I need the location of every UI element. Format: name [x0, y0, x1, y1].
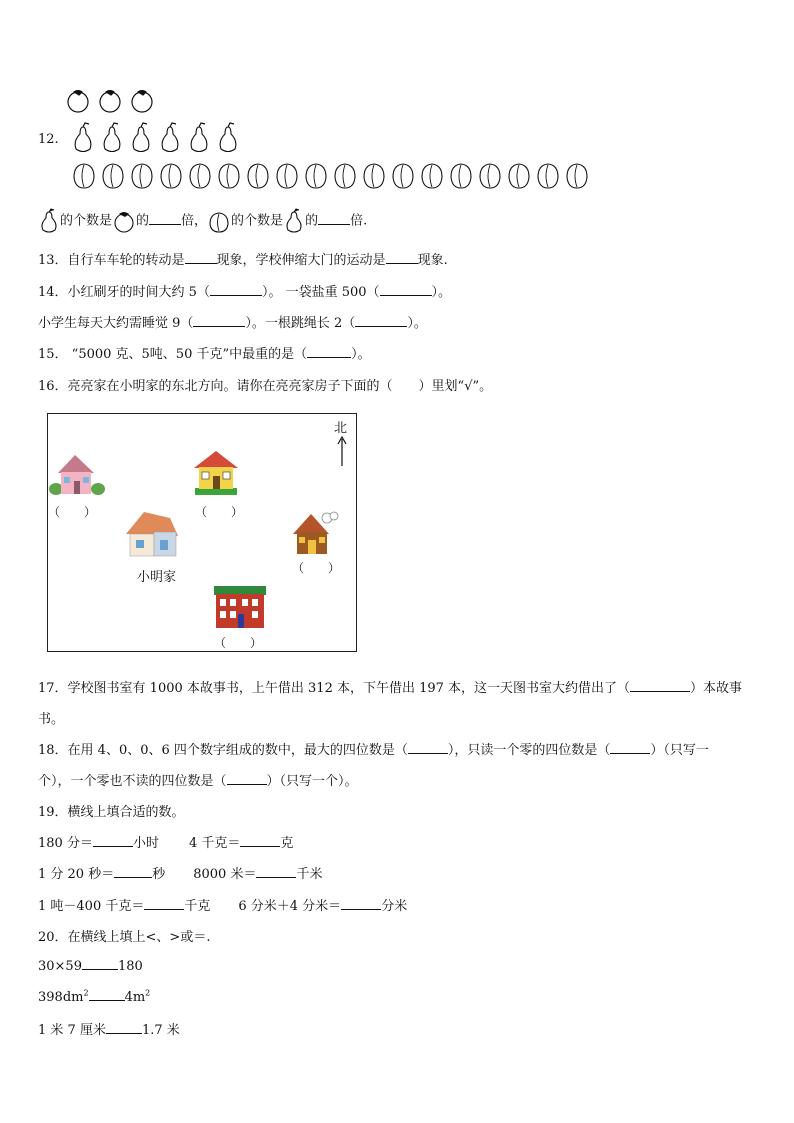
answer-blank[interactable]	[408, 741, 448, 754]
answer-blank[interactable]	[149, 212, 181, 225]
q12-pears-row	[70, 120, 250, 154]
q19-text: 千克	[184, 899, 211, 914]
q19-text: 8000 米＝	[193, 867, 257, 882]
answer-blank[interactable]	[114, 865, 152, 878]
q20-row-c	[38, 1019, 180, 1038]
answer-paren[interactable]: （ ）	[195, 505, 244, 519]
answer-blank[interactable]	[341, 897, 381, 910]
pear-icon	[38, 208, 60, 234]
answer-paren[interactable]: （ ）	[214, 636, 263, 650]
peach-icon	[207, 208, 231, 234]
q19-text: 小时	[132, 836, 159, 851]
xiaoming-label: 小明家	[137, 570, 177, 585]
peach-icon	[277, 164, 297, 188]
q20-left: 30×59	[38, 959, 82, 974]
answer-blank[interactable]	[89, 988, 125, 1001]
pear-icon	[283, 208, 305, 234]
q19-row3	[38, 895, 407, 914]
q18-text-2b: ）（只写一个）。	[266, 774, 358, 789]
q12-peaches-row	[70, 158, 600, 192]
q20-right: 1.7 米	[141, 1023, 180, 1038]
q18-text-1c: ）（只写一	[650, 743, 709, 758]
peach-icon	[335, 164, 355, 188]
q14-text-1b: ）。 一袋盐重 500（	[261, 285, 380, 300]
peach-icon	[567, 164, 587, 188]
q12-text-3: 倍，	[181, 213, 208, 229]
pink-house-icon	[48, 451, 106, 497]
q19-text: 6 分米＋4 分米＝	[238, 899, 342, 914]
q19-text: 1 分 20 秒＝	[38, 867, 115, 882]
apple-icons	[66, 88, 156, 114]
q12-text-2: 的	[136, 213, 150, 229]
answer-blank[interactable]	[630, 679, 690, 692]
q13-text-b: 现象，学校伸缩大门的运动是	[216, 253, 386, 268]
answer-blank[interactable]	[185, 251, 217, 264]
q12-number: 12.	[38, 132, 59, 147]
q19-text: 克	[280, 836, 294, 851]
q14-text-2a: 小学生每天大约需睡觉 9（	[38, 316, 194, 331]
q13	[38, 249, 448, 268]
answer-blank[interactable]	[227, 772, 267, 785]
pear-icon	[133, 123, 149, 152]
pear-icon	[75, 123, 91, 152]
answer-blank[interactable]	[307, 345, 351, 358]
answer-blank[interactable]	[106, 1021, 142, 1034]
q19-text: 180 分＝	[38, 836, 93, 851]
q14-text-1a: 14．小红刷牙的时间大约 5（	[38, 285, 210, 300]
yellow-house-icon	[191, 448, 241, 496]
q14-text-2c: ）。	[407, 316, 427, 331]
peach-icon	[248, 164, 268, 188]
q19-text: 千米	[296, 867, 323, 882]
q17-line1	[38, 677, 742, 696]
answer-blank[interactable]	[240, 834, 280, 847]
peach-icon	[393, 164, 413, 188]
q18-text-1a: 18．在用 4、0、0、6 四个数字组成的数中，最大的四位数是（	[38, 743, 408, 758]
peach-icon	[161, 164, 181, 188]
q18-line1	[38, 739, 709, 758]
q20-right: 4m	[124, 990, 146, 1005]
answer-blank[interactable]	[386, 251, 418, 264]
q19-text: 分米	[381, 899, 408, 914]
answer-blank[interactable]	[144, 897, 184, 910]
answer-blank[interactable]	[355, 314, 407, 327]
answer-blank[interactable]	[318, 212, 350, 225]
q15	[38, 343, 371, 362]
q19-text: 1 吨－400 千克＝	[38, 899, 145, 914]
q12-text-6: 倍.	[350, 213, 368, 229]
peach-icon	[103, 164, 123, 188]
q18-text-1b: ），只读一个零的四位数是（	[447, 743, 611, 758]
answer-paren[interactable]: （ ）	[292, 561, 341, 575]
xiaoming-house-icon	[124, 508, 180, 560]
answer-blank[interactable]	[210, 283, 262, 296]
q15-text-b: ）。	[351, 347, 371, 362]
peach-icon	[451, 164, 471, 188]
answer-blank[interactable]	[193, 314, 245, 327]
peach-icon	[132, 164, 152, 188]
q17-line2: 书。	[38, 712, 65, 727]
q12-text-5: 的	[305, 213, 319, 229]
peach-icon	[219, 164, 239, 188]
q15-text-a: 15． “5000 克、5吨、50 千克”中最重的是（	[38, 347, 308, 362]
q17-text-1a: 17．学校图书室有 1000 本故事书，上午借出 312 本，下午借出 197 本，这一天图书室大约借出了（	[38, 681, 631, 696]
cottage-house-icon	[291, 510, 345, 558]
q14-text-2b: ）。一根跳绳长 2（	[245, 316, 356, 331]
q19-text: 4 千克＝	[188, 836, 241, 851]
school-building-icon	[212, 584, 268, 630]
pear-icons	[70, 120, 250, 154]
q20-right: 180	[117, 959, 143, 974]
q20-row-b	[38, 988, 150, 1005]
q18-text-2a: 个），一个零也不读的四位数是（	[38, 774, 227, 789]
north-arrow-icon	[336, 436, 348, 466]
q20-superscript: 2	[83, 988, 89, 998]
answer-blank[interactable]	[380, 283, 432, 296]
q12-text-4: 的个数是	[231, 213, 284, 229]
q12-text-1: 的个数是	[60, 213, 113, 229]
answer-blank[interactable]	[82, 957, 118, 970]
q17-text-1b: ）本故事	[690, 681, 743, 696]
answer-blank[interactable]	[256, 865, 296, 878]
apple-icon	[68, 91, 152, 113]
q13-text-c: 现象.	[417, 253, 448, 268]
north-label: 北	[334, 421, 348, 436]
q18-line2	[38, 770, 358, 789]
peach-icon	[480, 164, 500, 188]
q20-title: 20．在横线上填上<、>或＝.	[38, 930, 211, 945]
q19-text: 秒	[152, 867, 166, 882]
pear-icon	[162, 123, 178, 152]
q20-superscript: 2	[145, 988, 151, 998]
q20-left: 398dm	[38, 990, 84, 1005]
peach-icon	[364, 164, 384, 188]
peach-icon	[190, 164, 210, 188]
q14-line2	[38, 312, 427, 331]
pear-icon	[220, 123, 236, 152]
q12-apples-row	[66, 88, 156, 114]
q20-left: 1 米 7 厘米	[38, 1023, 106, 1038]
pear-icon	[104, 123, 120, 152]
peach-icon	[422, 164, 442, 188]
answer-blank[interactable]	[93, 834, 133, 847]
answer-blank[interactable]	[610, 741, 650, 754]
q20-row-a	[38, 957, 143, 974]
q16-prompt: 16．亮亮家在小明家的东北方向。请你在亮亮家房子下面的（ ）里划“√”。	[38, 379, 493, 394]
peach-icon	[74, 164, 94, 188]
peach-icons	[70, 158, 600, 192]
q19-row1	[38, 832, 293, 851]
peach-icon	[306, 164, 326, 188]
direction-map	[47, 413, 357, 652]
q14-text-1c: ）。	[431, 285, 452, 300]
q13-text-a: 13．自行车车轮的转动是	[38, 253, 185, 268]
q14-line1	[38, 281, 451, 300]
q19-title: 19．横线上填合适的数。	[38, 805, 185, 820]
q12-sentence	[38, 208, 367, 234]
peach-icon	[509, 164, 529, 188]
peach-icon	[538, 164, 558, 188]
q19-row2	[38, 863, 322, 882]
apple-icon	[112, 208, 136, 234]
pear-icon	[191, 123, 207, 152]
answer-paren[interactable]: （ ）	[48, 505, 97, 519]
